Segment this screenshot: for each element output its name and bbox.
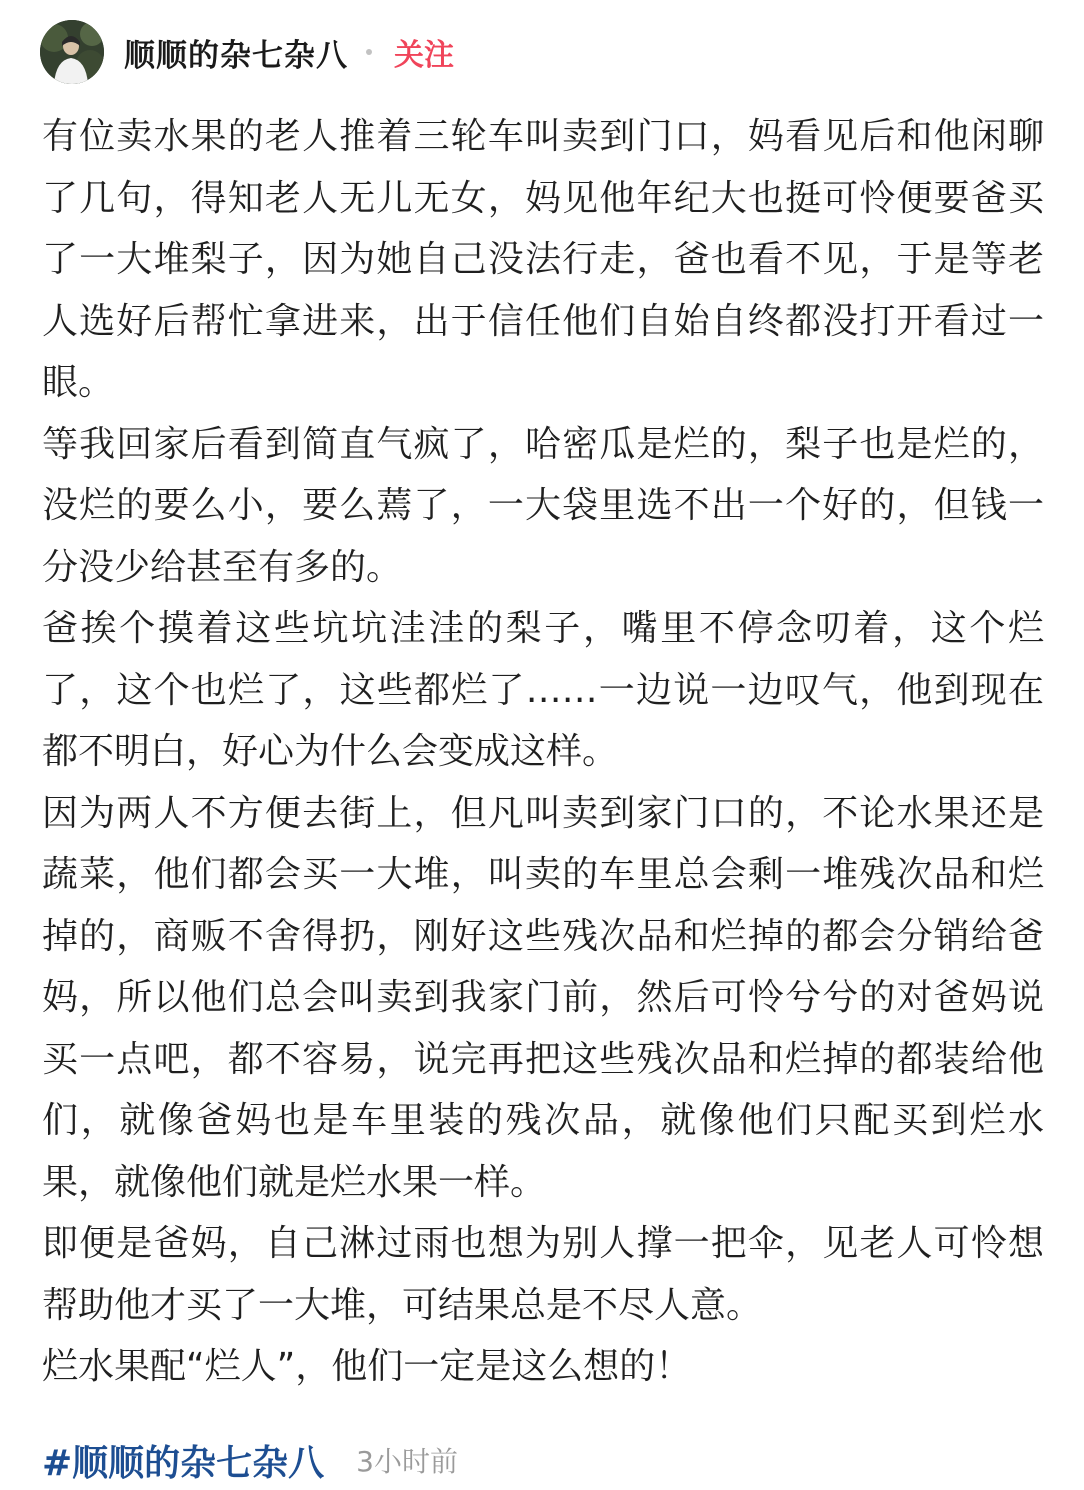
post-footer (42, 1430, 458, 1490)
post-paragraph: 等我回家后看到简直气疯了，哈密瓜是烂的，梨子也是烂的，没烂的要么小，要么蔫了，一大袋里选不出一个好的，但钱一分没少给甚至有多的。 (42, 423, 1044, 588)
author-name[interactable]: 顺顺的杂七杂八 (124, 37, 348, 74)
post-paragraph: 有位卖水果的老人推着三轮车叫卖到门口，妈看见后和他闲聊了几句，得知老人无儿无女，妈见他年纪大也挺可怜便要爸买了一大堆梨子，因为她自己没法行走，爸也看不见，于是等老人选好后帮忙拿进来，出于信任他们自始自终都没打开看过一眼。 (42, 116, 1044, 403)
avatar[interactable] (40, 20, 104, 84)
post-paragraph: 爸挨个摸着这些坑坑洼洼的梨子，嘴里不停念叨着，这个烂了，这个也烂了，这些都烂了……一边说一边叹气，他到现在都不明白，好心为什么会变成这样。 (42, 608, 1044, 772)
post-timestamp: 3小时前 (356, 1445, 458, 1478)
post-paragraph: 因为两人不方便去街上，但凡叫卖到家门口的，不论水果还是蔬菜，他们都会买一大堆，叫卖的车里总会剩一堆残次品和烂掉的，商贩不舍得扔，刚好这些残次品和烂掉的都会分销给爸妈，所以他们总会叫卖到我家门前，然后可怜兮兮的对爸妈说买一点吧，都不容易，说完再把这些残次品和烂掉的都装给他们，就像爸妈也是车里装的残次品，就像他们只配买到烂水果，就像他们就是烂水果一样。 (42, 792, 1044, 1203)
post-paragraph: 即便是爸妈，自己淋过雨也想为别人撑一把伞，见老人可怜想帮助他才买了一大堆，可结果总是不尽人意。 (42, 1223, 1044, 1326)
profile-photo-icon (40, 20, 104, 84)
post-header (40, 20, 454, 84)
post-paragraph: 烂水果配“烂人”，他们一定是这么想的！ (42, 1346, 692, 1387)
follow-button[interactable]: 关注 (394, 38, 454, 73)
separator-dot (366, 49, 372, 55)
hashtag-link[interactable]: #顺顺的杂七杂八 (42, 1442, 325, 1484)
post-body (42, 106, 1044, 1398)
